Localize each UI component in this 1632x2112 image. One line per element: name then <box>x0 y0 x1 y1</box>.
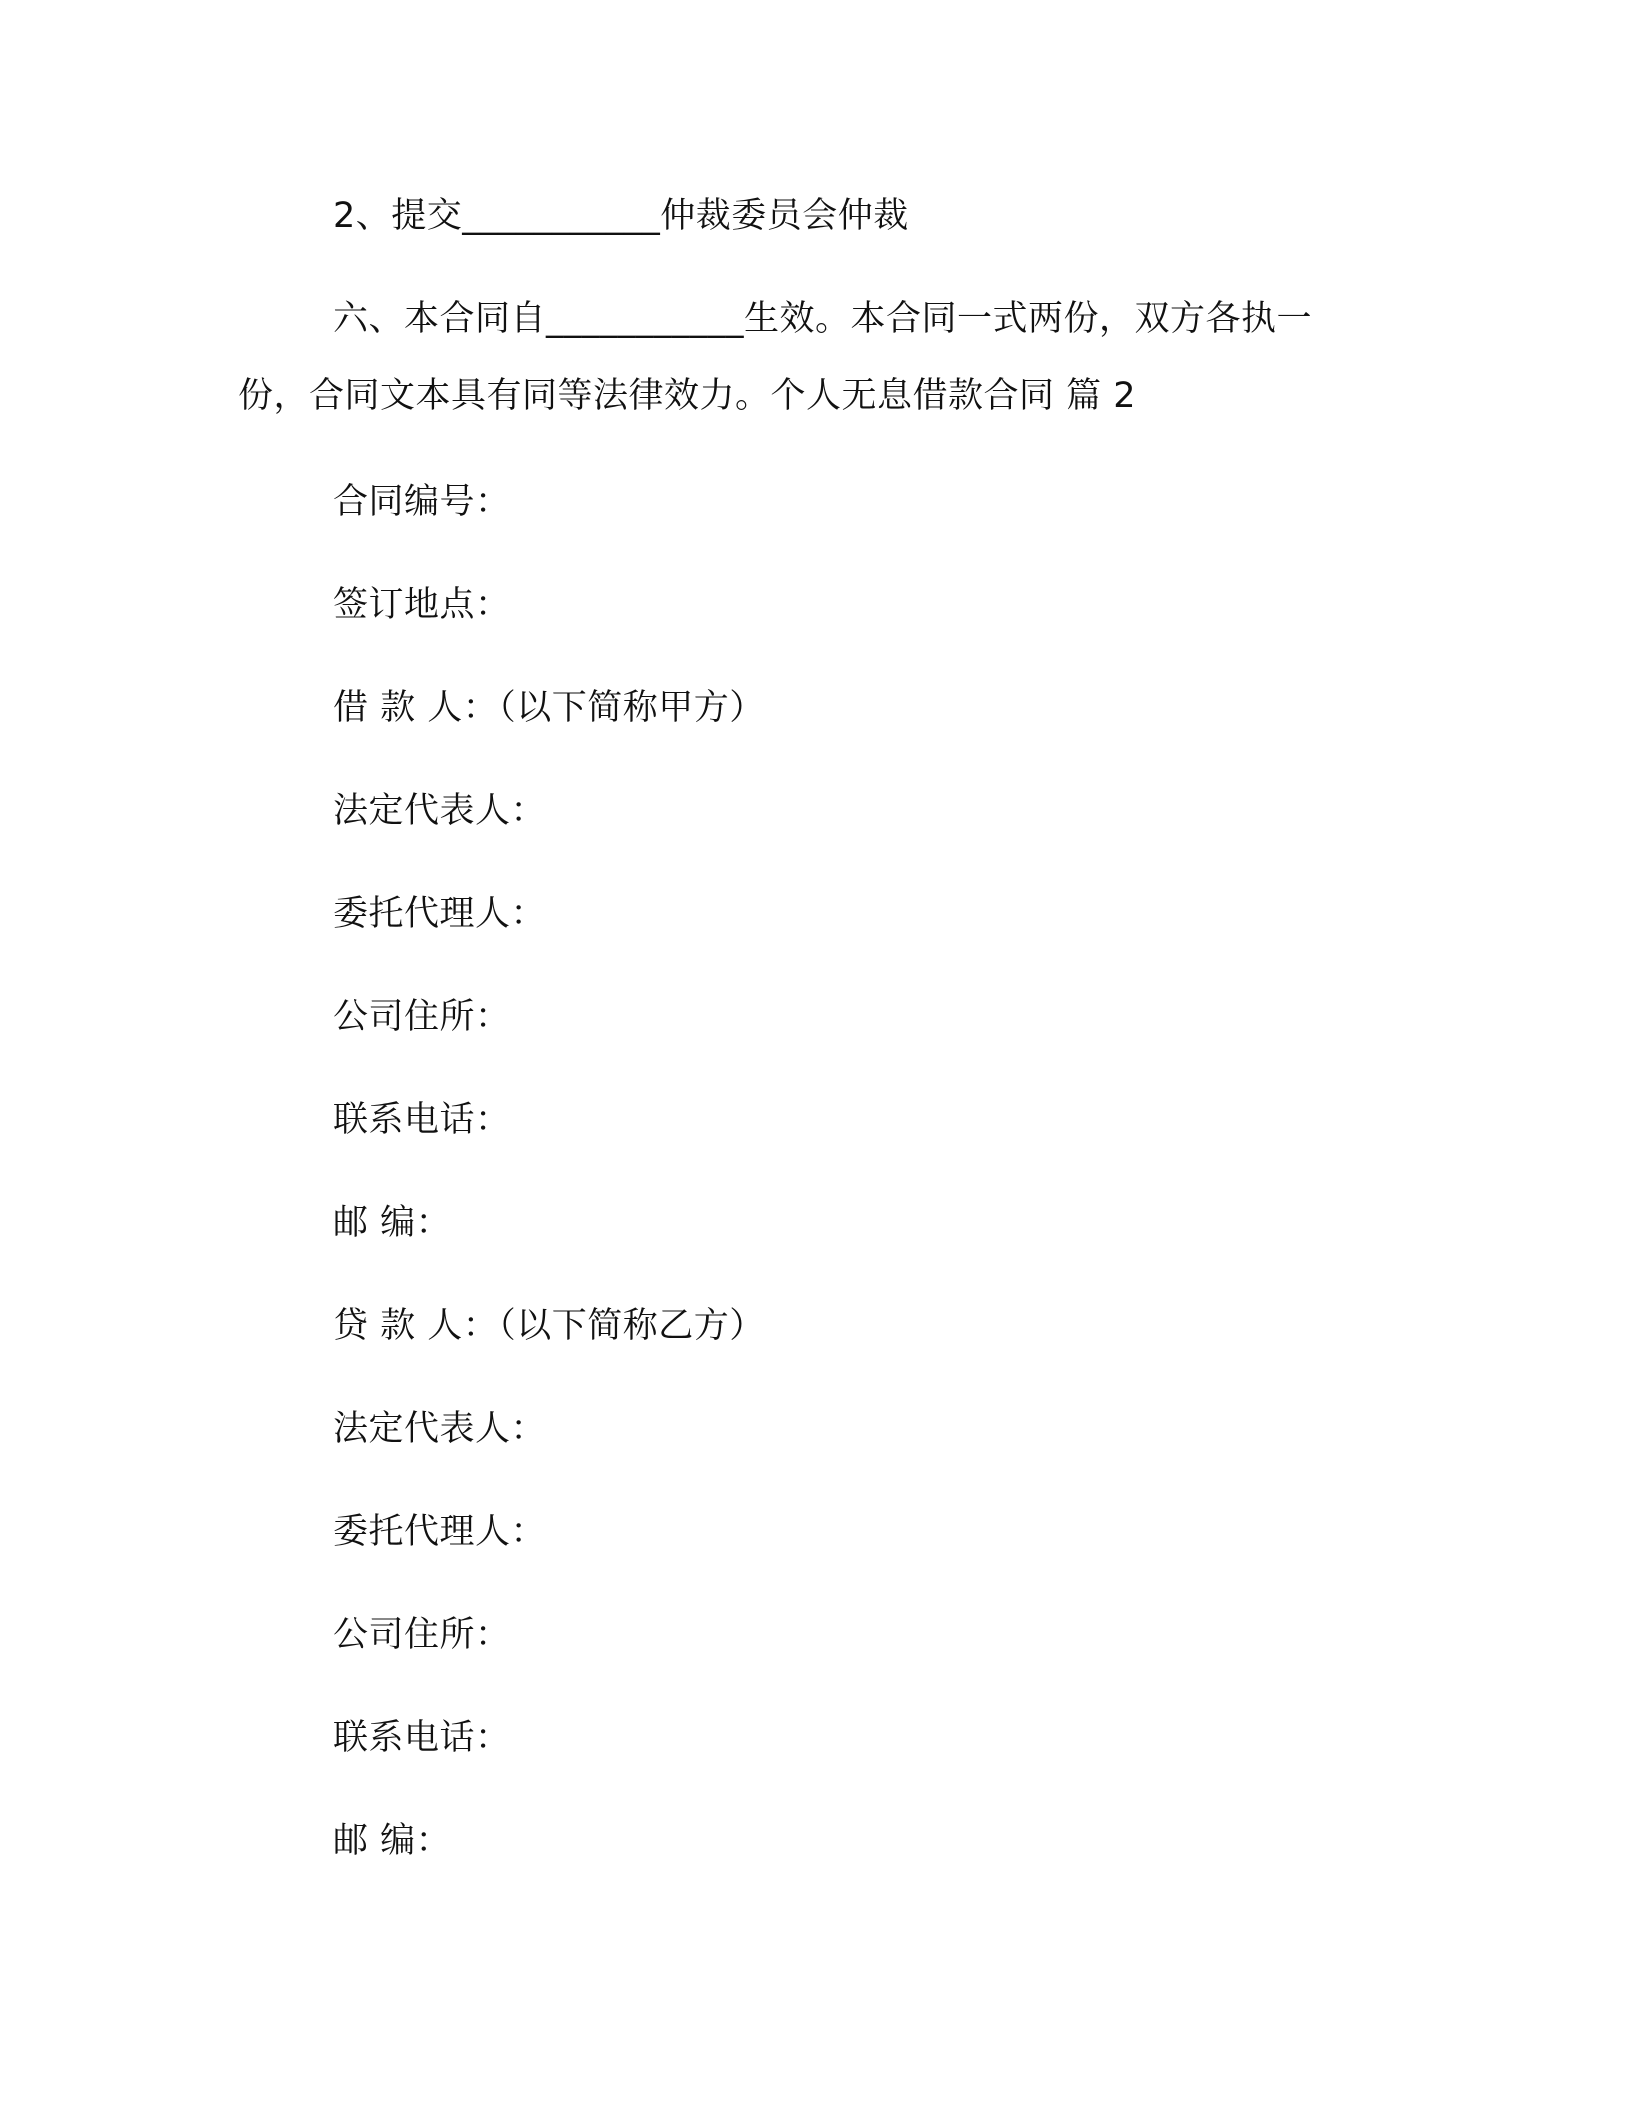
lender-address-label: 公司住所： <box>333 1615 511 1655</box>
borrower-label: 借 款 人：（以下简称甲方） <box>333 688 765 728</box>
clause-effective-date: 六、本合同自___________生效。本合同一式两份，双方各执一 <box>333 299 1313 339</box>
lender-legal-rep-label: 法定代表人： <box>333 1409 547 1449</box>
lender-phone-label: 联系电话： <box>333 1718 511 1758</box>
borrower-phone-label: 联系电话： <box>333 1100 511 1140</box>
borrower-address-label: 公司住所： <box>333 997 511 1037</box>
borrower-legal-rep-label: 法定代表人： <box>333 791 547 831</box>
borrower-postcode-label: 邮 编： <box>333 1203 452 1243</box>
borrower-agent-label: 委托代理人： <box>333 894 547 934</box>
contract-number-label: 合同编号： <box>333 482 511 522</box>
lender-agent-label: 委托代理人： <box>333 1512 547 1552</box>
lender-label: 贷 款 人：（以下简称乙方） <box>333 1306 765 1346</box>
clause-arbitration-submit: 2、提交___________仲裁委员会仲裁 <box>333 196 909 236</box>
lender-postcode-label: 邮 编： <box>333 1821 452 1861</box>
signing-place-label: 签订地点： <box>333 585 511 625</box>
clause-effective-continuation: 份，合同文本具有同等法律效力。个人无息借款合同 篇 2 <box>238 376 1137 416</box>
